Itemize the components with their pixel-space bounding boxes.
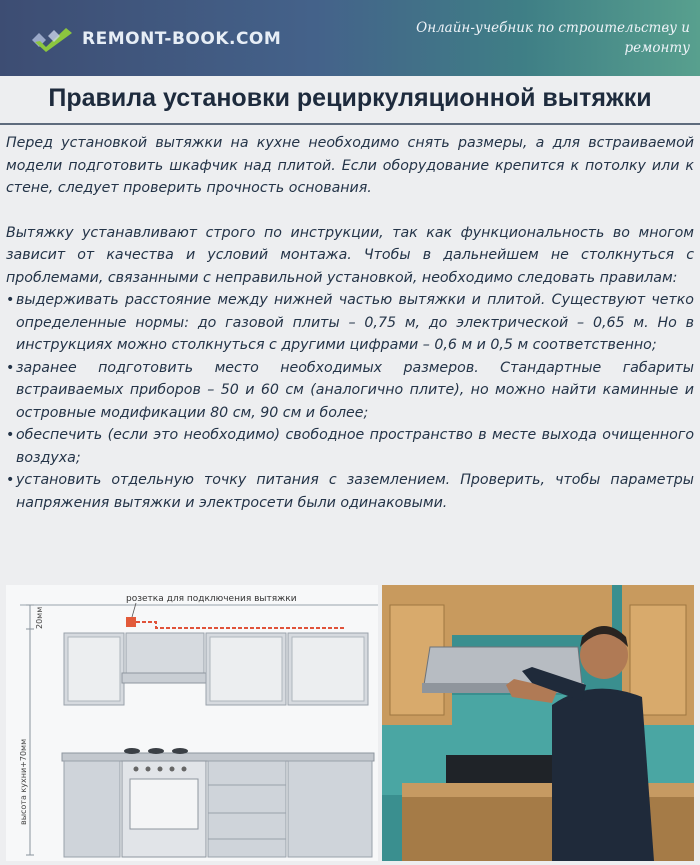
countertop [62, 753, 374, 761]
site-header [0, 0, 700, 76]
hood-cabinet [126, 633, 204, 677]
logo-text: REMONT-BOOK.COM [82, 29, 282, 49]
photo-illustration [382, 585, 694, 861]
site-tagline: Онлайн-учебник по строительству и ремонту [416, 20, 690, 56]
hood [122, 673, 208, 683]
person-body [552, 689, 654, 861]
list-item: • выдерживать расстояние между нижней частью вытяжки и плитой. Существуют четко определенные нормы: до газовой плиты – 0,75 м, до электрической – 0,65 м. Но в инструкциях можно столкнуться с другими цифрами – 0,6 м и 0,5 м соответственно; [6, 289, 694, 357]
illustrations [6, 585, 694, 861]
dim-top-label: 20мм [35, 606, 44, 629]
socket [126, 617, 136, 627]
site-logo[interactable] [30, 26, 281, 52]
installation-diagram [6, 585, 378, 861]
list-item: • обеспечить (если это необходимо) свободное пространство в месте выхода очищенного воздуха; [6, 424, 694, 469]
lower-cabinet [64, 761, 120, 857]
article-body [6, 132, 694, 514]
kitchen-diagram-drawing [6, 585, 378, 861]
logo-check-icon [30, 26, 74, 52]
socket-label: розетка для подключения вытяжки [126, 594, 297, 604]
list-item: • установить отдельную точку питания с заземлением. Проверить, чтобы параметры напряжения вытяжки и электросети были одинаковыми. [6, 469, 694, 514]
list-item: • заранее подготовить место необходимых размеров. Стандартные габариты встраиваемых приборов – 50 и 60 см (аналогично плите), но можно найти каминные и островные модификации 80 см, 90 см и более; [6, 357, 694, 425]
wood-cabinet [452, 585, 612, 635]
page-title: Правила установки рециркуляционной вытяжки [48, 84, 652, 112]
intro-paragraph: Перед установкой вытяжки на кухне необходимо снять размеры, а для встраиваемой модели подготовить шкафчик над плитой. Если оборудование крепится к потолку или к стене, следует проверить прочность основания. [6, 135, 694, 196]
lower-drawers [208, 761, 286, 857]
title-divider [0, 123, 700, 125]
lower-cabinet [288, 761, 372, 857]
rules-paragraph: Вытяжку устанавливают строго по инструкции, так как функциональность во многом зависит от качества и условий монтажа. Чтобы в дальнейшем не столкнуться с проблемами, связанными с неправильной установкой, необходимо следовать правилам: [6, 224, 694, 286]
stove [446, 755, 566, 785]
dim-side-label: высота кухни+70мм [19, 738, 28, 825]
rules-list [6, 289, 694, 514]
installation-photo [382, 585, 694, 861]
